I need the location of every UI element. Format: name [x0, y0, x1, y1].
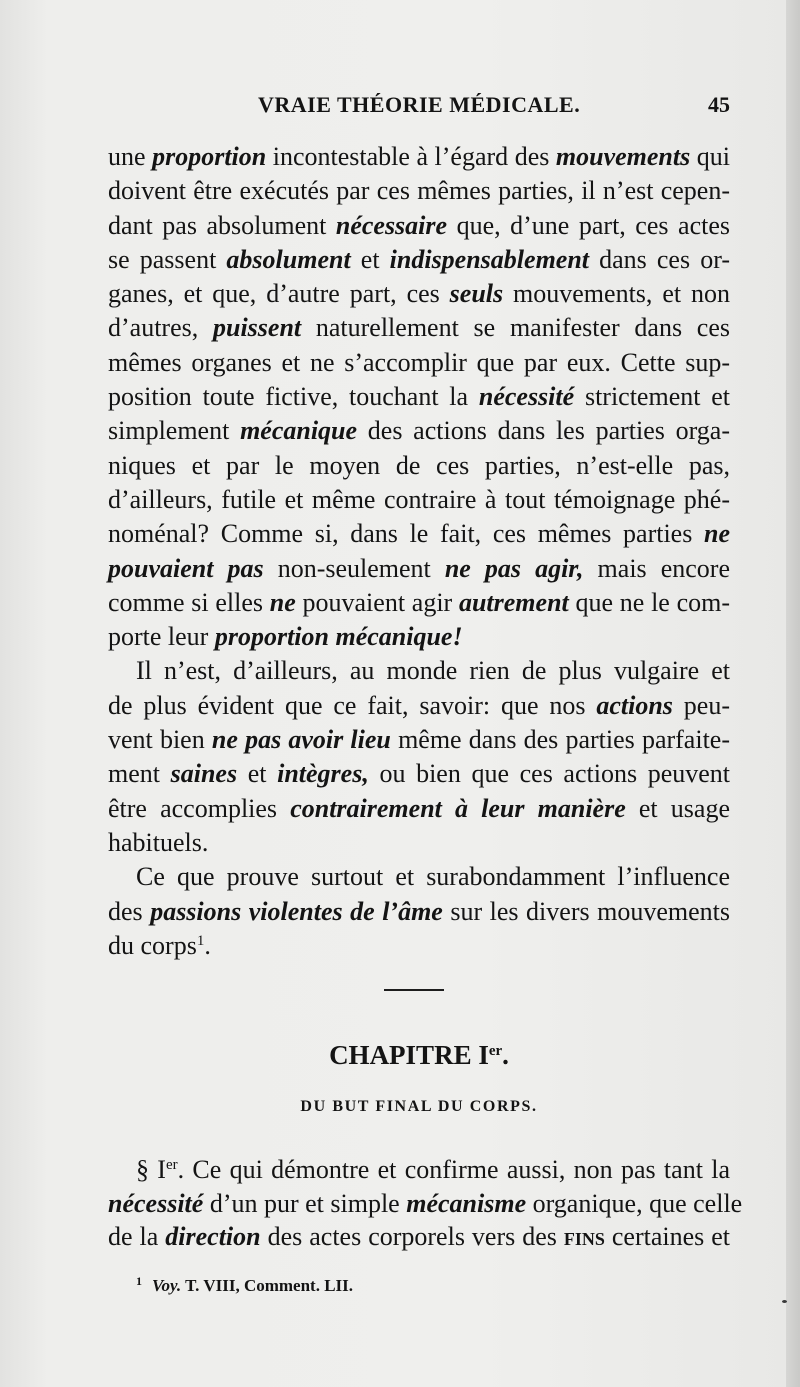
chapter-title: CHAPITRE Ier.	[329, 1040, 509, 1070]
section-divider	[384, 989, 444, 991]
text-line: d’ailleurs, futile et même contraire à tout témoignage phé-	[108, 484, 730, 514]
page-number: 45	[708, 92, 730, 117]
text-line: pouvaient pas non-seulement ne pas agir, mais encore	[108, 553, 731, 583]
text-line: niques et par le moyen de ces parties, n’est-elle pas,	[108, 450, 730, 480]
text-line: vent bien ne pas avoir lieu même dans des parties parfaite-	[108, 725, 730, 755]
text-line: mêmes organes et ne s’accomplir que par eux. Cette sup-	[108, 347, 730, 377]
text-line: du corps$^1$.	[108, 930, 211, 960]
page-edge	[786, 0, 800, 1387]
text-line: doivent être exécutés par ces mêmes parties, il n’est cepen-	[108, 176, 730, 206]
text-line: § Ier. Ce qui démontre et confirme aussi, non pas tant la	[136, 1155, 730, 1184]
text-line: de plus évident que ce fait, savoir: que nos actions peu-	[108, 690, 730, 720]
section-text	[108, 1153, 743, 1254]
text-line: se passent absolument et indispensablement dans ces or-	[108, 244, 730, 274]
text-line: nécessité d’un pur et simple mécanisme organique, que celle	[108, 1188, 743, 1218]
text-line: de la direction des actes corporels vers des fins certaines et	[108, 1222, 730, 1251]
footnote-reference: 1	[196, 932, 205, 949]
text-line: noménal? Comme si, dans le fait, ces mêmes parties ne	[108, 519, 730, 549]
text-line: habituels.	[108, 827, 209, 857]
text-line: dant pas absolument nécessaire que, d’une part, ces actes	[108, 210, 730, 240]
text-line: comme si elles ne pouvaient agir autrement que ne le com-	[108, 587, 731, 617]
page-header	[108, 92, 730, 128]
main-text	[108, 140, 730, 963]
running-title: VRAIE THÉORIE MÉDICALE.	[258, 92, 581, 117]
text-line: être accomplies contrairement à leur manière et usage	[108, 793, 730, 823]
text-line: une proportion incontestable à l’égard des mouvements qui	[108, 142, 730, 171]
text-line: ment saines et intègres, ou bien que ces actions peuvent	[108, 759, 730, 789]
text-line: Ce que prouve surtout et surabondamment l’influence	[136, 862, 730, 892]
footnote-mark: 1	[136, 1274, 142, 1288]
print-speck	[782, 1300, 787, 1303]
text-line: Il n’est, d’ailleurs, au monde rien de plus vulgaire et	[136, 656, 730, 686]
chapter-subtitle: DU BUT FINAL DU CORPS.	[300, 1098, 538, 1115]
text-line: d’autres, puissent naturellement se manifester dans ces	[108, 313, 730, 343]
text-line: des passions violentes de l’âme sur les divers mouvements	[108, 896, 730, 926]
footnote: $^1$ Voy. T. VIII, Comment. LII.	[136, 1274, 354, 1295]
text-line: simplement mécanique des actions dans les parties orga-	[108, 416, 730, 446]
text-line: position toute fictive, touchant la nécessité strictement et	[108, 382, 730, 412]
text-line: ganes, et que, d’autre part, ces seuls mouvements, et non	[108, 279, 730, 309]
text-line: porte leur proportion mécanique!	[108, 622, 463, 652]
